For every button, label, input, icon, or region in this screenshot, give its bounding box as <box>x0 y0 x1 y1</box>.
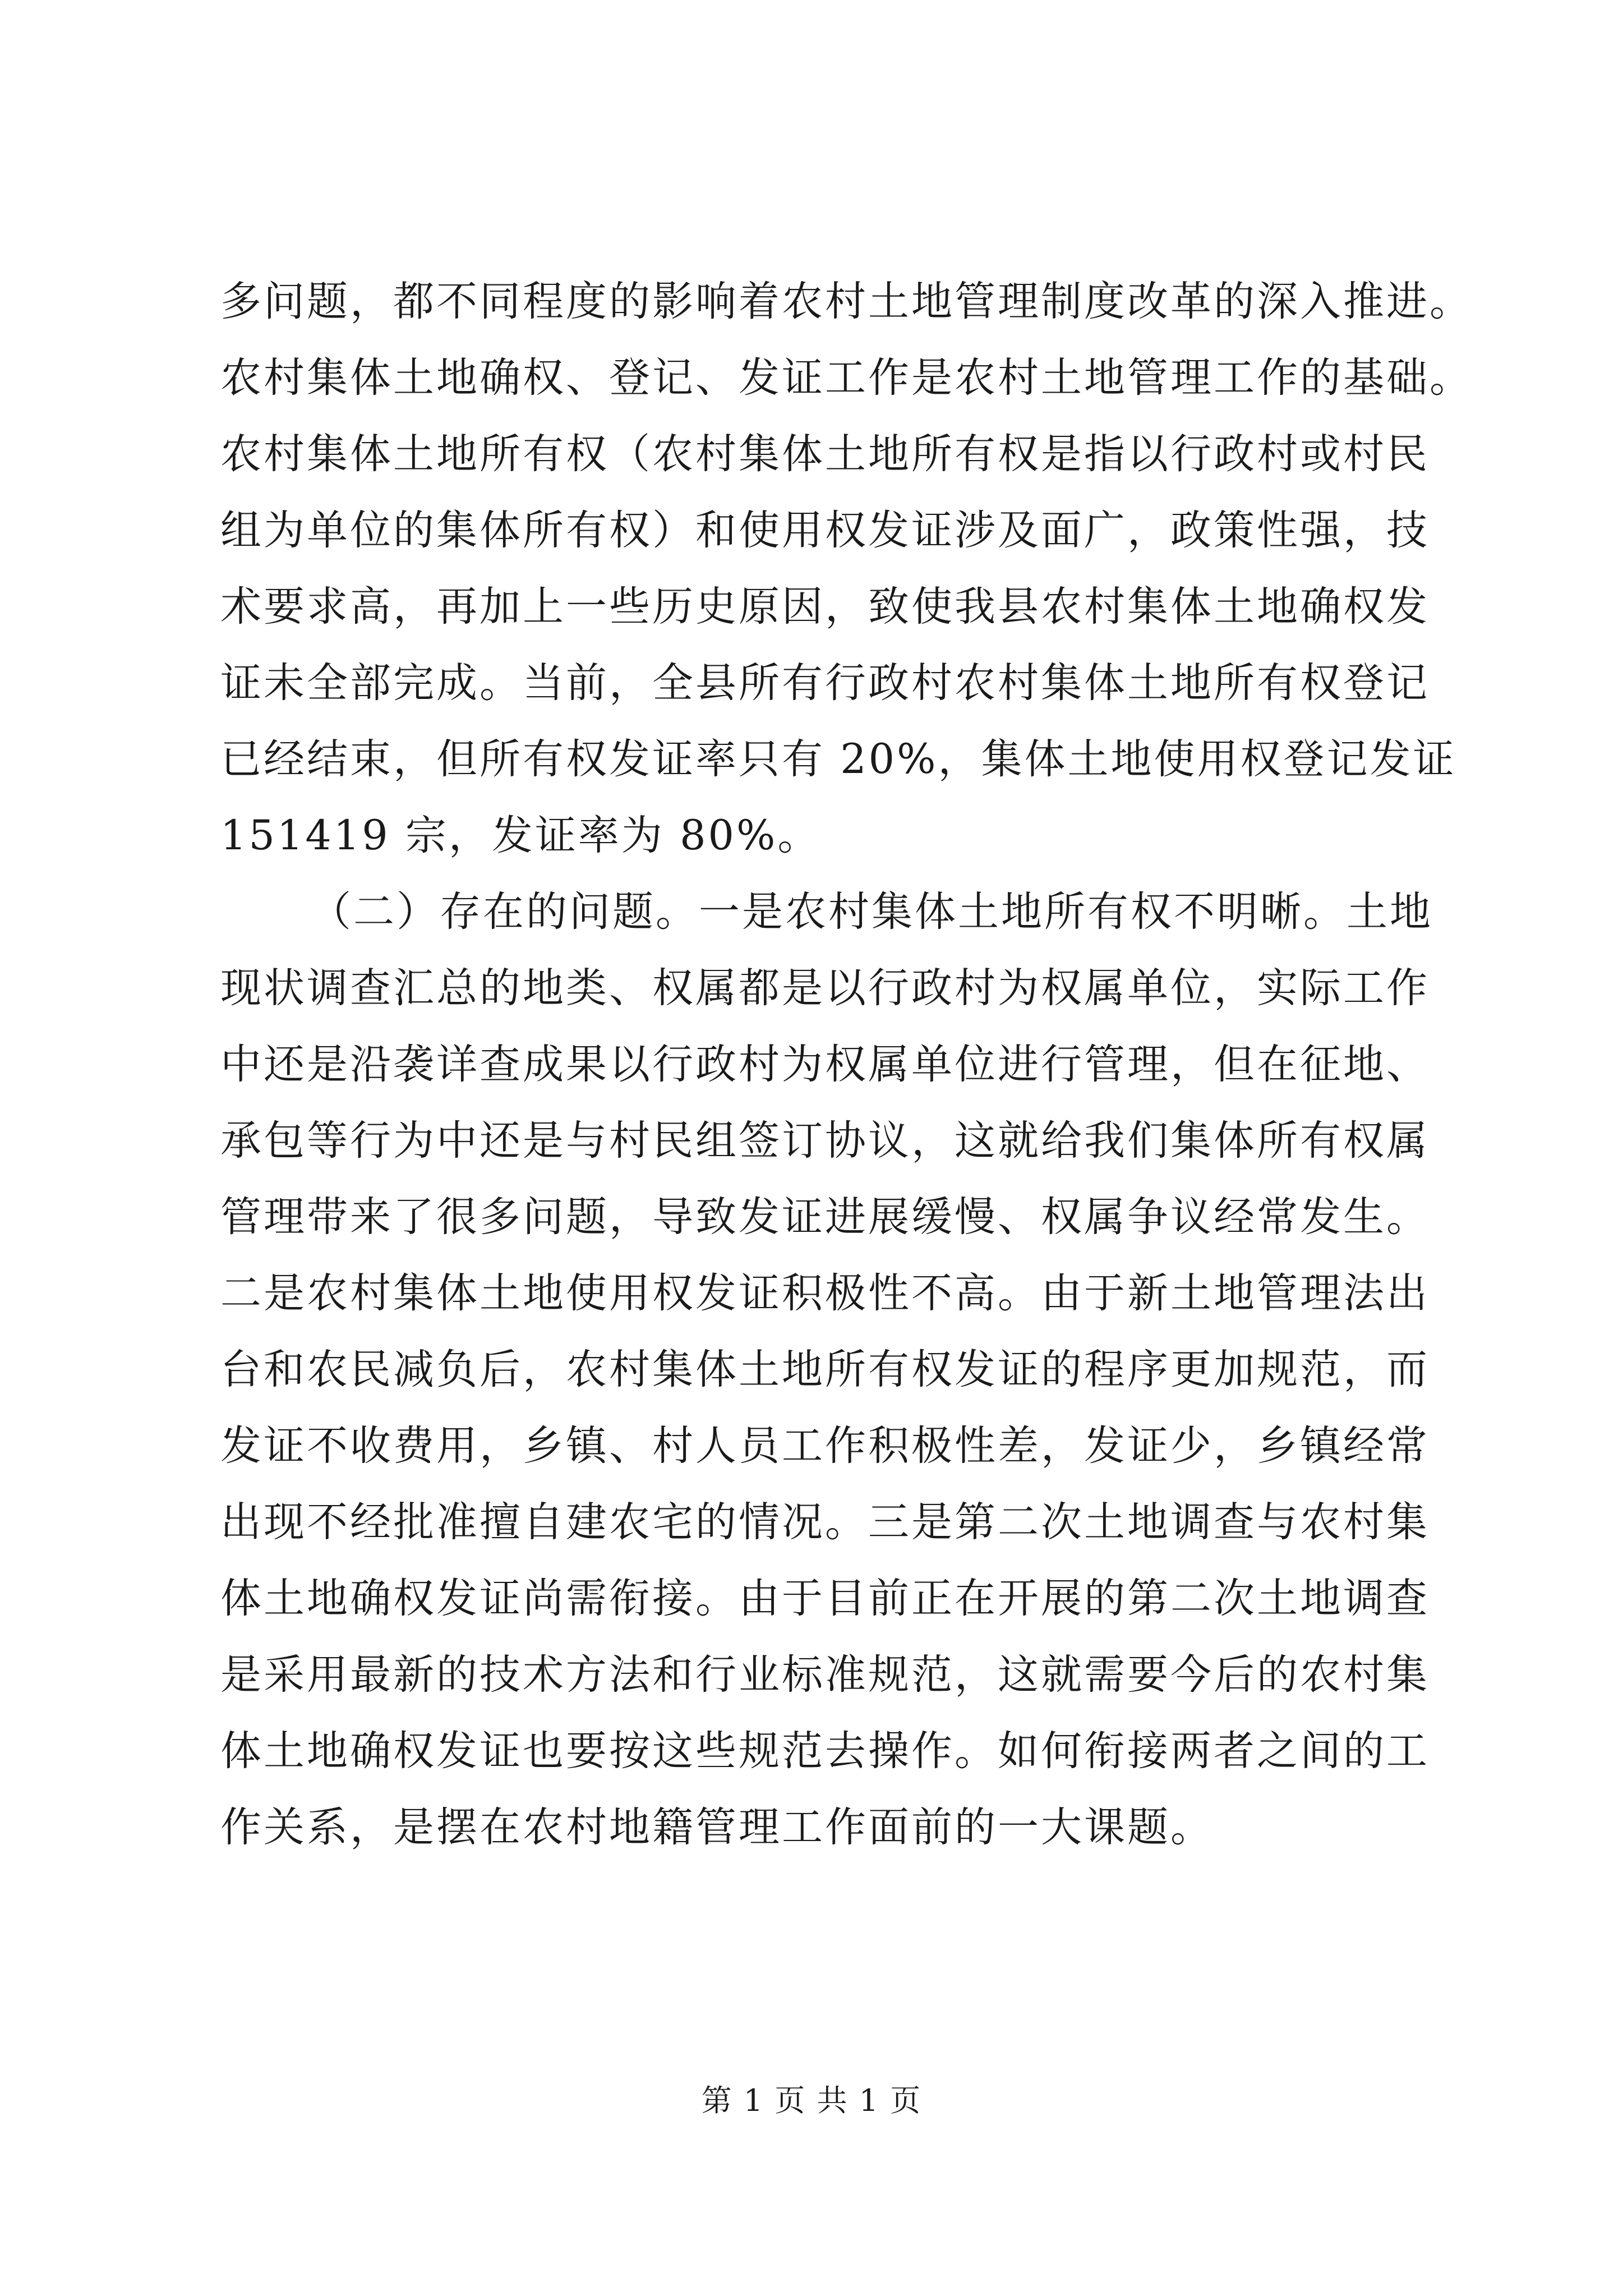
text-line: 已经结束，但所有权发证率只有 20%，集体土地使用权登记发证 <box>220 735 1456 783</box>
text-line: 管理带来了很多问题，导致发证进展缓慢、权属争议经常发生。 <box>220 1193 1430 1241</box>
text-line: 体土地确权发证尚需衔接。由于目前正在开展的第二次土地调查 <box>220 1575 1430 1622</box>
text-line: 组为单位的集体所有权）和使用权发证涉及面广，政策性强，技 <box>220 507 1430 554</box>
text-line: 现状调查汇总的地类、权属都是以行政村为权属单位，实际工作 <box>220 964 1430 1012</box>
text-line: 证未全部完成。当前，全县所有行政村农村集体土地所有权登记 <box>220 659 1430 707</box>
text-line: 作关系，是摆在农村地籍管理工作面前的一大课题。 <box>220 1803 1214 1851</box>
text-line: 体土地确权发证也要按这些规范去操作。如何衔接两者之间的工 <box>220 1727 1430 1775</box>
text-line: 台和农民减负后，农村集体土地所有权发证的程序更加规范，而 <box>220 1346 1430 1393</box>
text-line: 农村集体土地确权、登记、发证工作是农村土地管理工作的基础。 <box>220 354 1473 402</box>
text-line: 二是农村集体土地使用权发证积极性不高。由于新土地管理法出 <box>220 1269 1430 1317</box>
text-line: 发证不收费用，乡镇、村人员工作积极性差，发证少，乡镇经常 <box>220 1422 1430 1470</box>
text-line: 151419 宗，发证率为 80%。 <box>220 812 821 859</box>
text-line: 中还是沿袭详查成果以行政村为权属单位进行管理，但在征地、 <box>220 1041 1430 1088</box>
paragraph-start-line: （二）存在的问题。一是农村集体土地所有权不明晰。土地 <box>310 888 1433 936</box>
text-line: 出现不经批准擅自建农宅的情况。三是第二次土地调查与农村集 <box>220 1498 1430 1546</box>
text-line: 多问题，都不同程度的影响着农村土地管理制度改革的深入推进。 <box>220 278 1473 325</box>
text-line: 术要求高，再加上一些历史原因，致使我县农村集体土地确权发 <box>220 583 1430 631</box>
page-number-footer: 第 1 页 共 1 页 <box>701 2083 922 2118</box>
text-line: 是采用最新的技术方法和行业标准规范，这就需要今后的农村集 <box>220 1651 1430 1699</box>
text-line: 承包等行为中还是与村民组签订协议，这就给我们集体所有权属 <box>220 1117 1430 1165</box>
text-line: 农村集体土地所有权（农村集体土地所有权是指以行政村或村民 <box>220 430 1430 478</box>
body-text <box>220 264 1473 1866</box>
